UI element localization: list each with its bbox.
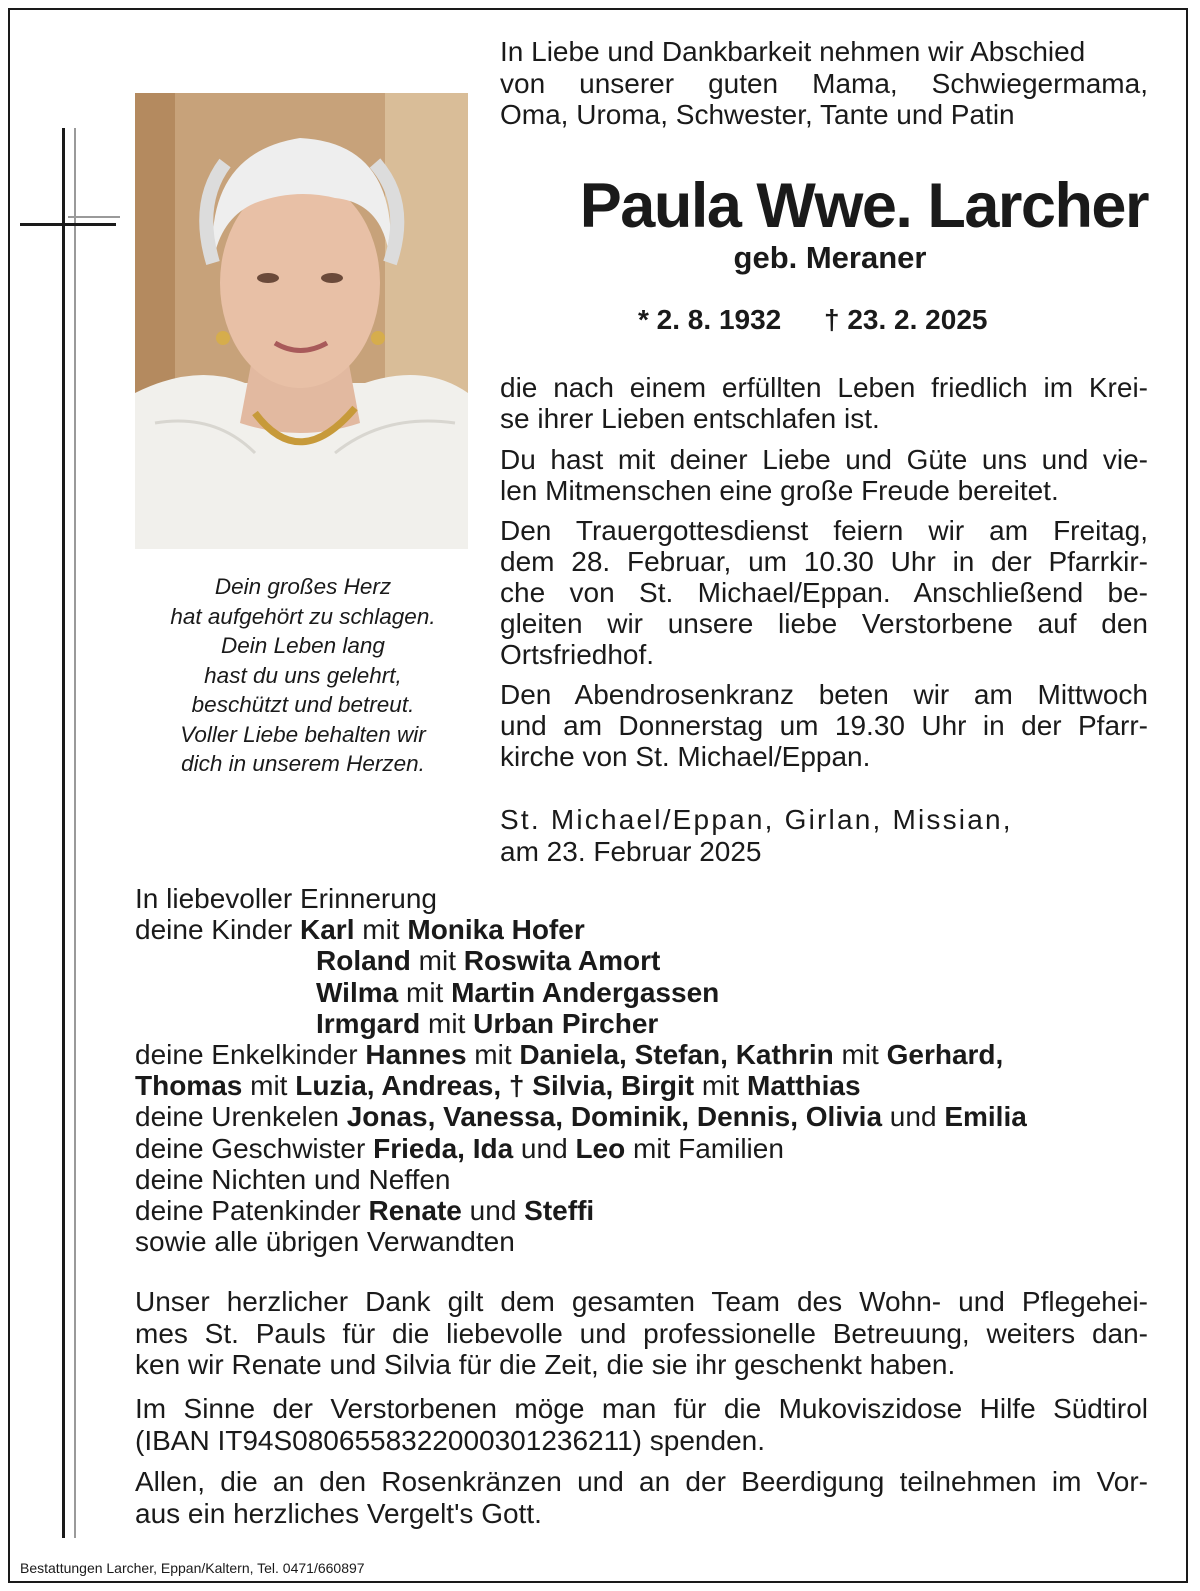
siblings-line bbox=[135, 1133, 1148, 1164]
caption-line: beschützt und betreut. bbox=[191, 692, 415, 717]
paragraph-line: che von St. Michael/Eppan. Anschließend be- bbox=[500, 577, 1148, 608]
siblings-suffix: mit Familien bbox=[625, 1132, 784, 1164]
thanks-donation bbox=[135, 1393, 1148, 1456]
nieces-line: deine Nichten und Neffen bbox=[135, 1163, 451, 1195]
connector: mit bbox=[242, 1070, 296, 1102]
spouse-name: Urban Pircher bbox=[473, 1007, 659, 1039]
thanks-attendance bbox=[135, 1466, 1148, 1529]
great-grandchildren-label: deine Urenkelen bbox=[135, 1101, 347, 1133]
grandchild-name: Luzia, Andreas, † Silvia, Birgit bbox=[295, 1070, 695, 1102]
caption-line: Dein großes Herz bbox=[214, 574, 392, 599]
relatives-line: sowie alle übrigen Verwandten bbox=[135, 1226, 515, 1258]
grandchildren-line bbox=[135, 1039, 1148, 1070]
paragraph-line: kirche von St. Michael/Eppan. bbox=[500, 741, 871, 772]
connector: mit bbox=[410, 945, 464, 977]
caption-line: hast du uns gelehrt, bbox=[204, 662, 402, 688]
place: St. Michael/Eppan, Girlan, Missian, bbox=[500, 804, 1013, 835]
caption-line: hat aufgehört zu schlagen. bbox=[170, 603, 436, 629]
great-grandchild-names: Jonas, Vanessa, Dominik, Dennis, Olivia bbox=[346, 1101, 883, 1133]
grandchild-name: Matthias bbox=[747, 1070, 861, 1102]
grandchild-name: Thomas bbox=[135, 1070, 243, 1102]
thanks-line: (IBAN IT94S0806558322000301236211) spenden. bbox=[135, 1424, 765, 1456]
portrait-illustration bbox=[135, 93, 468, 549]
intro-text bbox=[500, 36, 1148, 131]
godchildren-line bbox=[135, 1195, 1148, 1226]
caption-poem bbox=[128, 572, 478, 779]
connector: mit bbox=[354, 914, 408, 946]
paragraph-line: Du hast mit deiner Liebe und Güte uns und vie- bbox=[500, 444, 1148, 475]
thanks-line: Im Sinne der Verstorbenen möge man für die Mukoviszidose Hilfe Südtirol bbox=[135, 1393, 1148, 1424]
child-name: Roland bbox=[316, 945, 411, 977]
cross-bar bbox=[20, 223, 116, 226]
paragraph-line: Ortsfriedhof. bbox=[500, 639, 655, 670]
caption-line: Voller Liebe behalten wir bbox=[180, 721, 426, 747]
child-name: Irmgard bbox=[316, 1007, 421, 1039]
paragraph-passing bbox=[500, 372, 1148, 434]
portrait-photo bbox=[135, 93, 468, 549]
paragraph-line: se ihrer Lieben entschlafen ist. bbox=[500, 403, 880, 434]
family-intro: In liebevoller Erinnerung bbox=[135, 883, 437, 914]
connector: mit bbox=[694, 1070, 747, 1102]
children-line bbox=[135, 1008, 1148, 1039]
paragraph-line: Den Abendrosenkranz beten wir am Mittwoch bbox=[500, 679, 1148, 710]
godchild-name: Renate bbox=[368, 1195, 462, 1227]
grandchild-name: Daniela, Stefan, Kathrin bbox=[519, 1039, 834, 1071]
paragraph-line: die nach einem erfüllten Leben friedlich im Krei- bbox=[500, 372, 1148, 403]
caption-line: dich in unserem Herzen. bbox=[181, 751, 425, 776]
cross-bar-shadow bbox=[68, 216, 120, 218]
caption-line: Dein Leben lang bbox=[221, 633, 385, 658]
death-date: † 23. 2. 2025 bbox=[824, 304, 988, 335]
godchildren-label: deine Patenkinder bbox=[135, 1195, 369, 1227]
place-and-date bbox=[500, 804, 1013, 867]
great-grandchildren-line bbox=[135, 1101, 1148, 1132]
thanks-line: ken wir Renate und Silvia für die Zeit, die sie ihr geschenkt haben. bbox=[135, 1349, 956, 1380]
thanks-line: mes St. Pauls für die liebevolle und professionelle Betreuung, weiters dan- bbox=[135, 1317, 1148, 1349]
connector: mit bbox=[398, 976, 452, 1008]
connector: mit bbox=[833, 1039, 887, 1071]
siblings-label: deine Geschwister bbox=[135, 1132, 374, 1164]
child-name: Wilma bbox=[316, 976, 399, 1008]
spouse-name: Martin Andergassen bbox=[451, 976, 720, 1008]
thanks-line: Unser herzlicher Dank gilt dem gesamten Team des Wohn- und Pflegehei- bbox=[135, 1286, 1148, 1317]
spouse-name: Roswita Amort bbox=[463, 945, 661, 977]
paragraph-line: gleiten wir unsere liebe Verstorbene auf den bbox=[500, 608, 1148, 639]
children-label: deine Kinder bbox=[135, 914, 301, 946]
obituary-page bbox=[8, 8, 1188, 1583]
connector: und bbox=[513, 1132, 576, 1164]
spouse-name: Monika Hofer bbox=[407, 914, 585, 946]
thanks-line: Allen, die an den Rosenkränzen und an der Beerdigung teilnehmen im Vor- bbox=[135, 1466, 1148, 1497]
intro-line: Oma, Uroma, Schwester, Tante und Patin bbox=[500, 99, 1015, 130]
family-list bbox=[135, 883, 1148, 1257]
funeral-home-footer: Bestattungen Larcher, Eppan/Kaltern, Tel. 0471/660897 bbox=[20, 1560, 365, 1576]
sibling-names: Frieda, Ida bbox=[373, 1132, 514, 1164]
grandchild-name: Gerhard, bbox=[886, 1039, 1004, 1071]
paragraph-rosary bbox=[500, 679, 1148, 772]
paragraph-line: dem 28. Februar, um 10.30 Uhr in der Pfarrkir- bbox=[500, 546, 1148, 577]
sibling-name: Leo bbox=[575, 1132, 626, 1164]
grandchild-name: Hannes bbox=[365, 1039, 467, 1071]
paragraph-line: Den Trauergottesdienst feiern wir am Freitag, bbox=[500, 515, 1148, 546]
paragraph-funeral bbox=[500, 515, 1148, 670]
deceased-name: Paula Wwe. Larcher bbox=[579, 171, 1148, 241]
grandchildren-line bbox=[135, 1070, 1148, 1101]
maiden-name: geb. Meraner bbox=[733, 240, 927, 275]
paragraph-line: und am Donnerstag um 19.30 Uhr in der Pfarr- bbox=[500, 710, 1148, 741]
connector: mit bbox=[466, 1039, 520, 1071]
godchild-name: Steffi bbox=[524, 1195, 595, 1227]
paragraph-love bbox=[500, 444, 1148, 506]
cross-shadow bbox=[74, 128, 76, 1538]
cross-icon bbox=[62, 128, 65, 1538]
connector: und bbox=[461, 1195, 525, 1227]
thanks-care bbox=[135, 1286, 1148, 1381]
birth-date: * 2. 8. 1932 bbox=[638, 304, 782, 335]
intro-line: von unserer guten Mama, Schwiegermama, bbox=[500, 67, 1148, 99]
great-grandchild-name: Emilia bbox=[944, 1101, 1027, 1133]
connector: mit bbox=[420, 1007, 474, 1039]
intro-line: In Liebe und Dankbarkeit nehmen wir Abschied bbox=[500, 36, 1086, 67]
paragraph-line: len Mitmenschen eine große Freude bereitet. bbox=[500, 475, 1059, 506]
date: am 23. Februar 2025 bbox=[500, 835, 762, 867]
thanks-line: aus ein herzliches Vergelt's Gott. bbox=[135, 1497, 542, 1529]
grandchildren-label: deine Enkelkinder bbox=[135, 1039, 366, 1071]
children-line bbox=[135, 945, 1148, 976]
child-name: Karl bbox=[300, 914, 355, 946]
connector: und bbox=[882, 1101, 945, 1133]
children-line bbox=[135, 977, 1148, 1008]
children-line bbox=[135, 914, 1148, 945]
life-dates bbox=[638, 304, 987, 336]
